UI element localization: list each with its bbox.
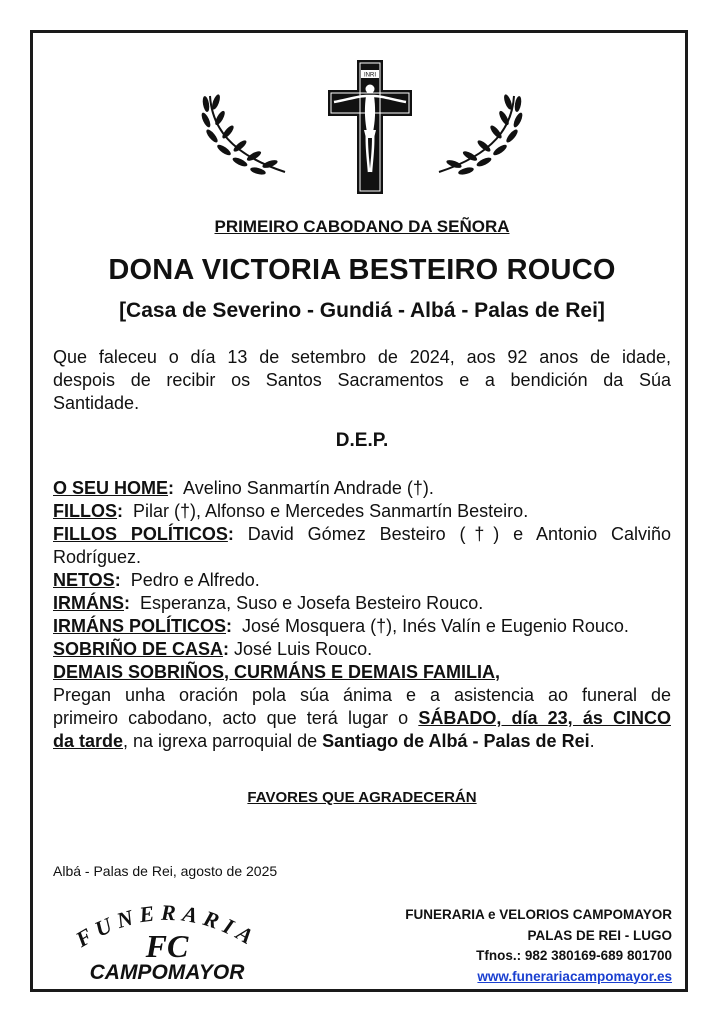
pregan-line [53,730,671,753]
intro-paragraph [53,346,671,415]
family-label: SOBRIÑO DE CASA [53,639,224,659]
notice-date: Albá - Palas de Rei, agosto de 2025 [53,863,278,879]
logo-brand: CAMPOMAYOR [89,961,245,984]
family-label: O SEU HOME [53,478,169,498]
pregan-line: Pregan unha oración pola súa ánima e a asistencia ao funeral de [53,685,671,705]
crucifix-icon [326,60,414,194]
family-value: Pilar (†), Alfonso e Mercedes Sanmartín Besteiro. [133,501,529,521]
family-label: DEMAIS SOBRIÑOS, CURMÁNS E DEMAIS FAMILIA [53,662,496,682]
pregan-text: primeiro cabodano, acto que terá lugar o [53,708,409,728]
family-label: FILLOS POLÍTICOS [53,524,228,544]
service-date: SÁBADO, día 23, ás CINCO [418,708,671,728]
inri-label: INRI [364,72,376,79]
pregan-line [53,707,671,730]
deceased-name: DONA VICTORIA BESTEIRO ROUCO [108,254,616,286]
family-value: José Mosquera (†), Inés Valín e Eugenio Rouco. [242,616,629,636]
church-name: Santiago de Albá - Palas de Rei [322,731,590,751]
family-value: David Gómez Besteiro (†) e Antonio Calviño [247,524,672,544]
family-value-continued: Rodríguez. [53,547,142,567]
rip-label: D.E.P. [335,430,389,451]
deceased-house: [Casa de Severino - Gundiá - Albá - Palas de Rei] [119,299,605,322]
family-row-netos: NETOS: Pedro e Alfredo. [53,570,260,590]
intro-line: Santidade. [53,393,140,413]
thanks-line: FAVORES QUE AGRADECERÁN [247,789,477,806]
family-label: NETOS [53,570,115,590]
agency-info [405,905,672,987]
service-time: da tarde [53,731,124,751]
family-value: José Luis Rouco. [234,639,373,659]
agency-name: FUNERARIA e VELORIOS CAMPOMAYOR [405,907,672,922]
family-label: FILLOS [53,501,117,521]
logo-monogram: FC [145,928,189,964]
agency-city: PALAS DE REI - LUGO [527,927,672,943]
family-row-fillos-politicos: FILLOS POLÍTICOS: David Gómez Besteiro (†) e Antonio Calviño [53,524,672,544]
family-value: Esperanza, Suso e Josefa Besteiro Rouco. [140,593,484,613]
intro-line: Que faleceu o día 13 de setembro de 2024, aos 92 anos de idade, [53,347,671,367]
pregan-end: . [589,731,595,751]
pregan-text: , na igrexa parroquial de [123,731,318,751]
agency-website-link[interactable]: www.funerariacampomayor.es [477,968,672,984]
family-row-demais: DEMAIS SOBRIÑOS, CURMÁNS E DEMAIS FAMILIA, [53,662,501,682]
laurel-right-icon [434,92,524,182]
notice-subtitle: PRIMEIRO CABODANO DA SEÑORA [214,217,510,236]
family-row-irmans-politicos: IRMÁNS POLÍTICOS: José Mosquera (†), Inés Valín e Eugenio Rouco. [53,616,629,636]
logo-arc-text: FUNERARIA [71,899,263,952]
family-label: IRMÁNS [53,593,124,613]
family-row-fillos: FILLOS: Pilar (†), Alfonso e Mercedes Sanmartín Besteiro. [53,501,529,521]
family-list [53,477,671,753]
agency-phones: Tfnos.: 982 380169-689 801700 [476,948,672,963]
funeraria-logo [52,895,282,985]
family-row-sobrino: SOBRIÑO DE CASA: José Luis Rouco. [53,639,373,659]
laurel-left-icon [200,92,290,182]
family-value: Pedro e Alfredo. [130,570,260,590]
family-row-irmans: IRMÁNS: Esperanza, Suso e Josefa Besteiro Rouco. [53,593,484,613]
family-row-home: O SEU HOME: Avelino Sanmartín Andrade (†). [53,478,434,498]
family-value: Avelino Sanmartín Andrade (†). [183,478,434,498]
intro-line: despois de recibir os Santos Sacramentos e a bendición da Súa [53,370,671,390]
family-label: IRMÁNS POLÍTICOS [53,616,227,636]
